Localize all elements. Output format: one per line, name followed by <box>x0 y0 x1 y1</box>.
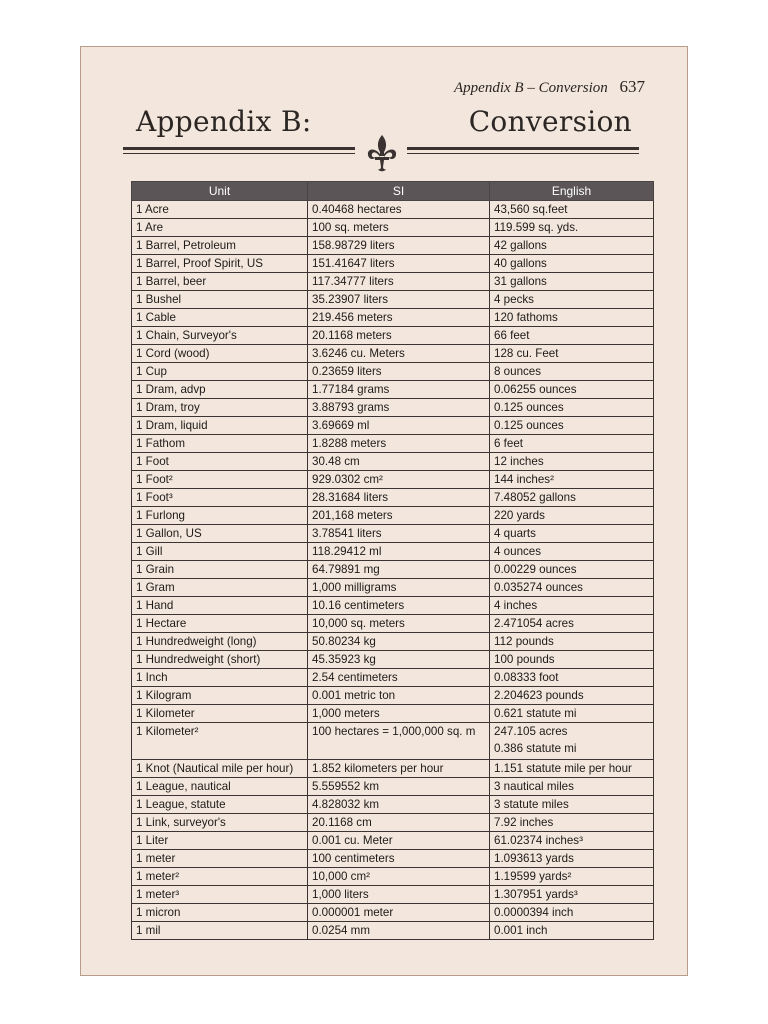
si-cell: 3.78541 liters <box>308 525 490 543</box>
table-row <box>132 543 654 561</box>
table-row <box>132 886 654 904</box>
english-cell: 0.00229 ounces <box>490 561 654 579</box>
table-row <box>132 381 654 399</box>
english-cell: 112 pounds <box>490 633 654 651</box>
english-cell: 7.48052 gallons <box>490 489 654 507</box>
si-cell: 0.23659 liters <box>308 363 490 381</box>
si-cell: 0.0254 mm <box>308 922 490 940</box>
si-cell: 1,000 milligrams <box>308 579 490 597</box>
english-cell: 4 quarts <box>490 525 654 543</box>
unit-cell: 1 Chain, Surveyor's <box>132 327 308 345</box>
si-cell: 151.41647 liters <box>308 255 490 273</box>
table-row <box>132 345 654 363</box>
english-cell: 2.204623 pounds <box>490 687 654 705</box>
si-cell: 0.000001 meter <box>308 904 490 922</box>
english-cell: 61.02374 inches³ <box>490 832 654 850</box>
table-row <box>132 778 654 796</box>
header-si: SI <box>308 182 490 201</box>
english-cell: 2.471054 acres <box>490 615 654 633</box>
unit-cell: 1 Foot³ <box>132 489 308 507</box>
unit-cell: 1 Kilometer² <box>132 723 308 760</box>
si-cell: 10.16 centimeters <box>308 597 490 615</box>
unit-cell: 1 Link, surveyor's <box>132 814 308 832</box>
appendix-title: Appendix B: <box>136 105 312 138</box>
table-row <box>132 237 654 255</box>
title-rule-left <box>123 147 355 154</box>
unit-cell: 1 Knot (Nautical mile per hour) <box>132 760 308 778</box>
table-row <box>132 760 654 778</box>
table-row <box>132 922 654 940</box>
table-row <box>132 255 654 273</box>
english-cell: 6 feet <box>490 435 654 453</box>
english-cell: 7.92 inches <box>490 814 654 832</box>
english-cell: 0.001 inch <box>490 922 654 940</box>
unit-cell: 1 Hectare <box>132 615 308 633</box>
unit-cell: 1 Cable <box>132 309 308 327</box>
unit-cell: 1 Hand <box>132 597 308 615</box>
table-row <box>132 832 654 850</box>
english-cell: 4 pecks <box>490 291 654 309</box>
table-row <box>132 273 654 291</box>
english-cell: 247.105 acres 0.386 statute mi <box>490 723 654 760</box>
table-row <box>132 327 654 345</box>
unit-cell: 1 Gallon, US <box>132 525 308 543</box>
unit-cell: 1 League, nautical <box>132 778 308 796</box>
table-row <box>132 687 654 705</box>
english-cell: 8 ounces <box>490 363 654 381</box>
table-row <box>132 723 654 760</box>
si-cell: 3.88793 grams <box>308 399 490 417</box>
unit-cell: 1 Fathom <box>132 435 308 453</box>
unit-cell: 1 Furlong <box>132 507 308 525</box>
table-row <box>132 597 654 615</box>
english-cell: 4 ounces <box>490 543 654 561</box>
english-cell: 0.08333 foot <box>490 669 654 687</box>
book-page <box>80 46 688 976</box>
table-body <box>132 201 654 940</box>
si-cell: 117.34777 liters <box>308 273 490 291</box>
unit-cell: 1 Cord (wood) <box>132 345 308 363</box>
header-english: English <box>490 182 654 201</box>
table-row <box>132 309 654 327</box>
si-cell: 1.77184 grams <box>308 381 490 399</box>
table-row <box>132 904 654 922</box>
si-cell: 64.79891 mg <box>308 561 490 579</box>
unit-cell: 1 Kilometer <box>132 705 308 723</box>
si-cell: 45.35923 kg <box>308 651 490 669</box>
si-cell: 0.001 metric ton <box>308 687 490 705</box>
page-number: 637 <box>619 77 645 96</box>
table-row <box>132 291 654 309</box>
conversion-table <box>131 181 654 940</box>
table-row <box>132 796 654 814</box>
table-row <box>132 814 654 832</box>
table-row <box>132 705 654 723</box>
english-cell: 40 gallons <box>490 255 654 273</box>
unit-cell: 1 Grain <box>132 561 308 579</box>
unit-cell: 1 meter² <box>132 868 308 886</box>
si-cell: 1.8288 meters <box>308 435 490 453</box>
unit-cell: 1 Hundredweight (long) <box>132 633 308 651</box>
unit-cell: 1 Barrel, Petroleum <box>132 237 308 255</box>
si-cell: 929.0302 cm² <box>308 471 490 489</box>
unit-cell: 1 Barrel, Proof Spirit, US <box>132 255 308 273</box>
si-cell: 10,000 sq. meters <box>308 615 490 633</box>
table-row <box>132 561 654 579</box>
unit-cell: 1 meter³ <box>132 886 308 904</box>
english-cell: 1.307951 yards³ <box>490 886 654 904</box>
unit-cell: 1 Kilogram <box>132 687 308 705</box>
si-cell: 100 hectares = 1,000,000 sq. m <box>308 723 490 760</box>
running-head-title: Appendix B – Conversion <box>454 80 608 96</box>
si-cell: 0.001 cu. Meter <box>308 832 490 850</box>
unit-cell: 1 Gill <box>132 543 308 561</box>
table-row <box>132 850 654 868</box>
english-cell: 144 inches² <box>490 471 654 489</box>
table-row <box>132 435 654 453</box>
unit-cell: 1 Inch <box>132 669 308 687</box>
si-cell: 118.29412 ml <box>308 543 490 561</box>
si-cell: 158.98729 liters <box>308 237 490 255</box>
table-row <box>132 471 654 489</box>
table-row <box>132 633 654 651</box>
si-cell: 1.852 kilometers per hour <box>308 760 490 778</box>
unit-cell: 1 Foot² <box>132 471 308 489</box>
english-cell: 0.035274 ounces <box>490 579 654 597</box>
table-row <box>132 507 654 525</box>
si-cell: 30.48 cm <box>308 453 490 471</box>
english-cell: 1.093613 yards <box>490 850 654 868</box>
table-row <box>132 453 654 471</box>
header-unit: Unit <box>132 182 308 201</box>
english-cell: 0.621 statute mi <box>490 705 654 723</box>
table-row <box>132 399 654 417</box>
unit-cell: 1 Dram, liquid <box>132 417 308 435</box>
si-cell: 35.23907 liters <box>308 291 490 309</box>
si-cell: 10,000 cm² <box>308 868 490 886</box>
english-cell: 220 yards <box>490 507 654 525</box>
unit-cell: 1 Dram, troy <box>132 399 308 417</box>
si-cell: 5.559552 km <box>308 778 490 796</box>
table-row <box>132 219 654 237</box>
english-cell: 0.06255 ounces <box>490 381 654 399</box>
unit-cell: 1 Dram, advp <box>132 381 308 399</box>
table-row <box>132 363 654 381</box>
si-cell: 28.31684 liters <box>308 489 490 507</box>
table-row <box>132 615 654 633</box>
si-cell: 3.6246 cu. Meters <box>308 345 490 363</box>
unit-cell: 1 Liter <box>132 832 308 850</box>
unit-cell: 1 Acre <box>132 201 308 219</box>
si-cell: 1,000 liters <box>308 886 490 904</box>
unit-cell: 1 Cup <box>132 363 308 381</box>
english-cell: 1.151 statute mile per hour <box>490 760 654 778</box>
si-cell: 100 centimeters <box>308 850 490 868</box>
si-cell: 100 sq. meters <box>308 219 490 237</box>
unit-cell: 1 micron <box>132 904 308 922</box>
fleur-de-lis-icon <box>364 133 400 173</box>
english-cell: 66 feet <box>490 327 654 345</box>
unit-cell: 1 mil <box>132 922 308 940</box>
title-rule-right <box>407 147 639 154</box>
english-cell: 128 cu. Feet <box>490 345 654 363</box>
english-cell: 0.125 ounces <box>490 417 654 435</box>
si-cell: 1,000 meters <box>308 705 490 723</box>
table-row <box>132 669 654 687</box>
table-row <box>132 201 654 219</box>
english-cell: 100 pounds <box>490 651 654 669</box>
running-head <box>454 77 645 97</box>
unit-cell: 1 League, statute <box>132 796 308 814</box>
si-cell: 50.80234 kg <box>308 633 490 651</box>
english-cell: 43,560 sq.feet <box>490 201 654 219</box>
table-row <box>132 651 654 669</box>
si-cell: 201,168 meters <box>308 507 490 525</box>
table-header-row <box>132 182 654 201</box>
english-cell: 31 gallons <box>490 273 654 291</box>
unit-cell: 1 Bushel <box>132 291 308 309</box>
english-cell: 0.125 ounces <box>490 399 654 417</box>
english-cell: 119.599 sq. yds. <box>490 219 654 237</box>
unit-cell: 1 Gram <box>132 579 308 597</box>
si-cell: 3.69669 ml <box>308 417 490 435</box>
table-row <box>132 525 654 543</box>
unit-cell: 1 Barrel, beer <box>132 273 308 291</box>
english-cell: 4 inches <box>490 597 654 615</box>
table-row <box>132 417 654 435</box>
table-row <box>132 868 654 886</box>
english-cell: 12 inches <box>490 453 654 471</box>
english-cell: 120 fathoms <box>490 309 654 327</box>
table-row <box>132 579 654 597</box>
unit-cell: 1 Foot <box>132 453 308 471</box>
si-cell: 20.1168 meters <box>308 327 490 345</box>
english-cell: 3 statute miles <box>490 796 654 814</box>
table-row <box>132 489 654 507</box>
si-cell: 4.828032 km <box>308 796 490 814</box>
si-cell: 0.40468 hectares <box>308 201 490 219</box>
english-cell: 1.19599 yards² <box>490 868 654 886</box>
si-cell: 20.1168 cm <box>308 814 490 832</box>
unit-cell: 1 Hundredweight (short) <box>132 651 308 669</box>
unit-cell: 1 meter <box>132 850 308 868</box>
appendix-subtitle: Conversion <box>468 105 632 138</box>
english-cell: 3 nautical miles <box>490 778 654 796</box>
unit-cell: 1 Are <box>132 219 308 237</box>
si-cell: 2.54 centimeters <box>308 669 490 687</box>
english-cell: 0.0000394 inch <box>490 904 654 922</box>
si-cell: 219.456 meters <box>308 309 490 327</box>
english-cell: 42 gallons <box>490 237 654 255</box>
